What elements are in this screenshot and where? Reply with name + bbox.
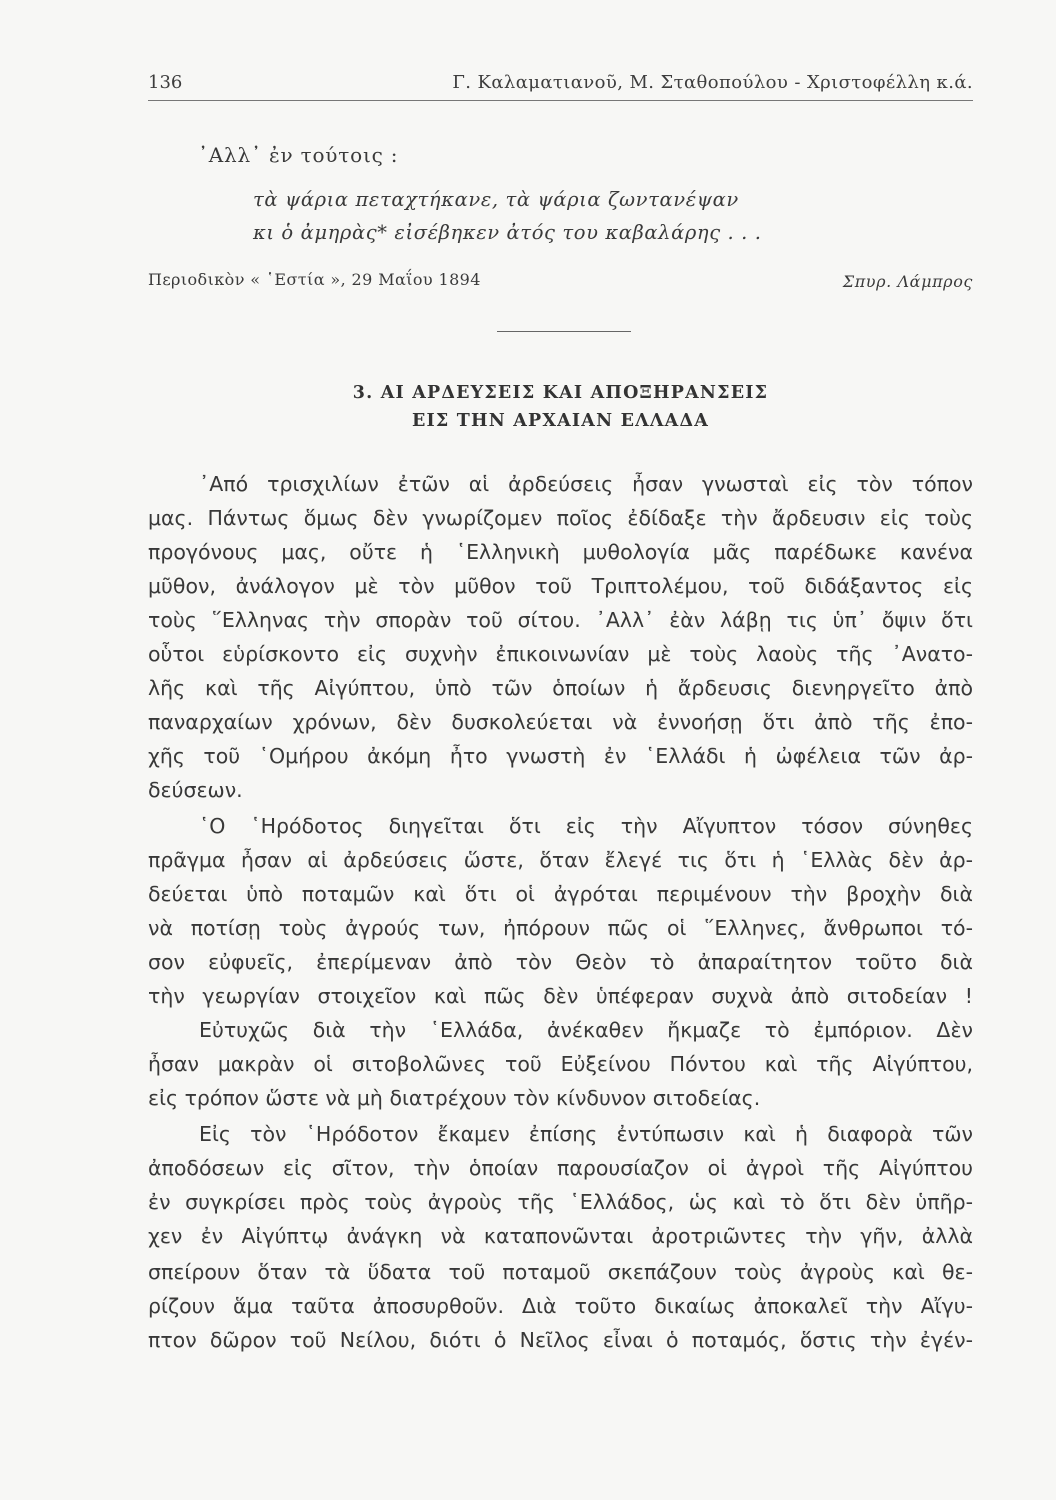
section-separator	[497, 331, 631, 332]
intro-line: ᾿Αλλ᾿ ἐν τούτοις :	[198, 143, 399, 167]
verse-line: κι ὁ ἀμηρὰς* εἰσέβηκεν ἀτός του καβαλάρης . . .	[253, 221, 762, 244]
running-title: Γ. Καλαματιανοῦ, Μ. Σταθοπούλου - Χριστοφέλλη κ.ά.	[452, 72, 973, 93]
text-line: εἰς τρόπον ὥστε νὰ μὴ διατρέχουν τὸν κίνδυνον σιτοδείας.	[148, 1086, 761, 1110]
text-line: τοὺς ῞Ελληνας τὴν σπορὰν τοῦ σίτου. ᾿Αλλ᾿ ἐὰν λάβῃ τις ὑπ᾿ ὄψιν ὅτι	[148, 608, 973, 632]
text-line: δεύεται ὑπὸ ποταμῶν καὶ ὅτι οἱ ἀγρόται περιμένουν τὴν βροχὴν διὰ	[148, 882, 973, 906]
text-line: χῆς τοῦ ῾Ομήρου ἀκόμη ἦτο γνωστὴ ἐν ῾Ελλάδι ἡ ὠφέλεια τῶν ἀρ-	[148, 744, 973, 768]
text-line: Εὐτυχῶς διὰ τὴν ῾Ελλάδα, ἀνέκαθεν ἤκμαζε τὸ ἐμπόριον. Δὲν	[199, 1018, 973, 1042]
header-rule	[148, 100, 973, 101]
section-subheading: ΕΙΣ ΤΗΝ ΑΡΧΑΙΑΝ ΕΛΛΑΔΑ	[411, 411, 709, 431]
text-line: πρᾶγμα ἦσαν αἱ ἀρδεύσεις ὥστε, ὅταν ἔλεγέ τις ὅτι ἡ ῾Ελλὰς δὲν ἀρ-	[148, 848, 973, 872]
text-line: Εἰς τὸν ῾Ηρόδοτον ἔκαμεν ἐπίσης ἐντύπωσιν καὶ ἡ διαφορὰ τῶν	[199, 1122, 973, 1146]
text-line: δεύσεων.	[148, 778, 243, 802]
verse-line: τὰ ψάρια πεταχτήκανε, τὰ ψάρια ζωντανέψαν	[253, 188, 739, 211]
text-line: ἦσαν μακρὰν οἱ σιτοβολῶνες τοῦ Εὐξείνου Πόντου καὶ τῆς Αἰγύπτου,	[148, 1052, 973, 1076]
text-line: μας. Πάντως ὅμως δὲν γνωρίζομεν ποῖος ἐδίδαξε τὴν ἄρδευσιν εἰς τοὺς	[148, 506, 973, 530]
text-line: οὗτοι εὑρίσκοντο εἰς συχνὴν ἐπικοινωνίαν μὲ τοὺς λαοὺς τῆς ᾿Ανατο-	[148, 642, 973, 666]
running-header	[148, 72, 973, 102]
section-heading: 3. ΑΙ ΑΡΔΕΥΣΕΙΣ ΚΑΙ ΑΠΟΞΗΡΑΝΣΕΙΣ	[352, 383, 769, 403]
text-line: ᾿Από τρισχιλίων ἐτῶν αἱ ἀρδεύσεις ἦσαν γνωσταὶ εἰς τὸν τόπον	[199, 472, 973, 496]
text-line: σπείρουν ὅταν τὰ ὕδατα τοῦ ποταμοῦ σκεπάζουν τοὺς ἀγροὺς καὶ θε-	[148, 1260, 973, 1284]
text-line: πτον δῶρον τοῦ Νείλου, διότι ὁ Νεῖλος εἶναι ὁ ποταμός, ὅστις τὴν ἐγέν-	[148, 1328, 973, 1352]
text-line: χεν ἐν Αἰγύπτῳ ἀνάγκη νὰ καταπονῶνται ἀροτριῶντες τὴν γῆν, ἀλλὰ	[148, 1224, 973, 1248]
text-line: λῆς καὶ τῆς Αἰγύπτου, ὑπὸ τῶν ὁποίων ἡ ἄρδευσις διενηργεῖτο ἀπὸ	[148, 676, 973, 700]
text-line: ἀποδόσεων εἰς σῖτον, τὴν ὁποίαν παρουσίαζον οἱ ἀγροὶ τῆς Αἰγύπτου	[148, 1156, 973, 1180]
text-line: προγόνους μας, οὔτε ἡ ῾Ελληνικὴ μυθολογία μᾶς παρέδωκε κανένα	[148, 540, 973, 564]
text-line: τὴν γεωργίαν στοιχεῖον καὶ πῶς δὲν ὑπέφεραν συχνὰ ἀπὸ σιτοδείαν !	[148, 984, 973, 1008]
author-signature: Σπυρ. Λάμπρος	[842, 272, 973, 291]
page-number: 136	[148, 72, 183, 93]
text-line: παναρχαίων χρόνων, δὲν δυσκολεύεται νὰ ἐννοήσῃ ὅτι ἀπὸ τῆς ἐπο-	[148, 710, 973, 734]
text-line: ῾Ο ῾Ηρόδοτος διηγεῖται ὅτι εἰς τὴν Αἴγυπτον τόσον σύνηθες	[199, 814, 973, 838]
text-line: νὰ ποτίσῃ τοὺς ἀγρούς των, ἠπόρουν πῶς οἱ ῞Ελληνες, ἄνθρωποι τό-	[148, 916, 973, 940]
source-citation: Περιοδικὸν « ῾Εστία », 29 Μαΐου 1894	[148, 270, 481, 289]
text-line: ἐν συγκρίσει πρὸς τοὺς ἀγροὺς τῆς ῾Ελλάδος, ὡς καὶ τὸ ὅτι δὲν ὑπῆρ-	[148, 1190, 973, 1214]
text-line: σον εὐφυεῖς, ἐπερίμεναν ἀπὸ τὸν Θεὸν τὸ ἀπαραίτητον τοῦτο διὰ	[148, 950, 973, 974]
text-line: ρίζουν ἅμα ταῦτα ἀποσυρθοῦν. Διὰ τοῦτο δικαίως ἀποκαλεῖ τὴν Αἴγυ-	[148, 1294, 973, 1318]
text-line: μῦθον, ἀνάλογον μὲ τὸν μῦθον τοῦ Τριπτολέμου, τοῦ διδάξαντος εἰς	[148, 574, 973, 598]
